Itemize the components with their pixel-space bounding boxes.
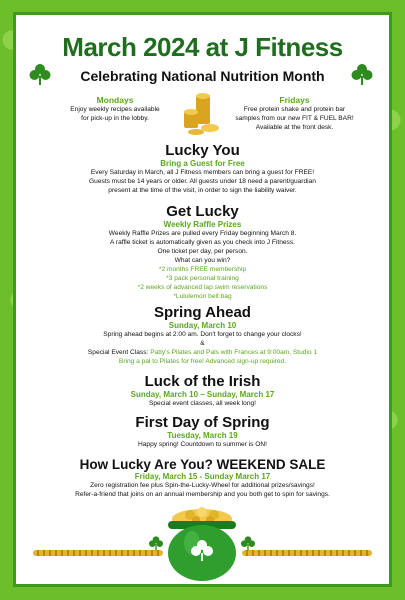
special-event-label: Special Event Class: (87, 349, 151, 356)
lucky-you-line: Every Saturday in March, all J Fitness members can bring a guest for FREE! (90, 169, 315, 176)
spring-ahead-line: Spring ahead begins at 2:00 am. Don't forget to change your clocks! (103, 331, 302, 338)
luck-irish-line: Special event classes, all week long! (148, 400, 257, 407)
special-event-line (13, 348, 392, 357)
lucky-you-sub: Bring a Guest for Free (160, 159, 245, 168)
ampersand: & (200, 340, 205, 347)
luck-irish-heading: Luck of the Irish (144, 373, 261, 390)
lucky-you-section (13, 142, 392, 195)
get-lucky-line: One ticket per day, per person. (157, 248, 248, 255)
first-spring-line: Happy spring! Countdown to summer is ON! (138, 441, 267, 448)
weekend-sale-line: Zero registration fee plus Spin-the-Lucky-Wheel for additional prizes/savings! (90, 482, 315, 489)
gold-coins-icon (180, 90, 224, 136)
pot-of-gold-icon (160, 505, 245, 585)
page-subtitle: Celebrating National Nutrition Month (80, 68, 325, 84)
spring-ahead-heading: Spring Ahead (154, 304, 251, 321)
spring-ahead-sub: Sunday, March 10 (168, 321, 237, 330)
get-lucky-line: Weekly Raffle Prizes are pulled every Friday beginning March 8. (108, 230, 297, 237)
spring-ahead-section (13, 304, 392, 366)
special-event-detail: Patty's Pilates and Pals with Frances at 9:00am, Studio 1 (150, 349, 318, 356)
prize-item: *3 pack personal training (166, 275, 239, 282)
weekend-sale-line: Refer-a-friend that joins on an annual membership and you both get to spin for savings. (75, 491, 330, 498)
weekend-sale-section (13, 457, 392, 499)
mondays-line: Enjoy weekly recipes available (70, 106, 160, 113)
weekend-sale-heading: How Lucky Are You? WEEKEND SALE (79, 457, 326, 472)
get-lucky-section (13, 203, 392, 301)
lucky-you-heading: Lucky You (165, 142, 240, 159)
luck-irish-section (13, 373, 392, 408)
weekend-sale-sub: Friday, March 15 - Sunday March 17 (134, 472, 271, 481)
mondays-heading: Mondays (96, 95, 134, 105)
get-lucky-sub: Weekly Raffle Prizes (163, 220, 242, 229)
fridays-line: Available at the front desk. (255, 124, 334, 131)
gold-rope-divider (33, 550, 163, 556)
special-event-note: Bring a pal to Pilates for free! Advanced sign-up required. (118, 358, 287, 365)
get-lucky-line: What can you win? (174, 257, 231, 264)
gold-rope-divider (242, 550, 372, 556)
prize-item: *2 months FREE membership (158, 266, 247, 273)
page-title: March 2024 at J Fitness (62, 32, 343, 62)
mondays-line: for pick-up in the lobby. (81, 115, 149, 122)
get-lucky-heading: Get Lucky (166, 203, 239, 220)
first-spring-sub: Tuesday, March 19 (167, 431, 238, 440)
fridays-block (222, 95, 367, 132)
luck-irish-sub: Sunday, March 10 – Sunday, March 17 (130, 390, 275, 399)
lucky-you-line: Guests must be 14 years or older. All guests under 18 need a parent/guardian (89, 178, 316, 185)
prize-item: *2 weeks of advanced lap swim reservations (137, 284, 268, 291)
prize-item: *Lululemon belt bag (173, 293, 232, 300)
first-spring-heading: First Day of Spring (135, 414, 270, 431)
fridays-heading: Fridays (279, 95, 310, 105)
lucky-you-line: present at the time of the visit, in order to sign the liability waiver. (108, 187, 297, 194)
mondays-block (40, 95, 190, 123)
fridays-line: Free protein shake and protein bar (243, 106, 346, 113)
fridays-line: samples from our new FIT & FUEL BAR! (235, 115, 354, 122)
first-spring-section (13, 414, 392, 449)
get-lucky-line: A raffle ticket is automatically given as you check into J Fitness. (110, 239, 295, 246)
